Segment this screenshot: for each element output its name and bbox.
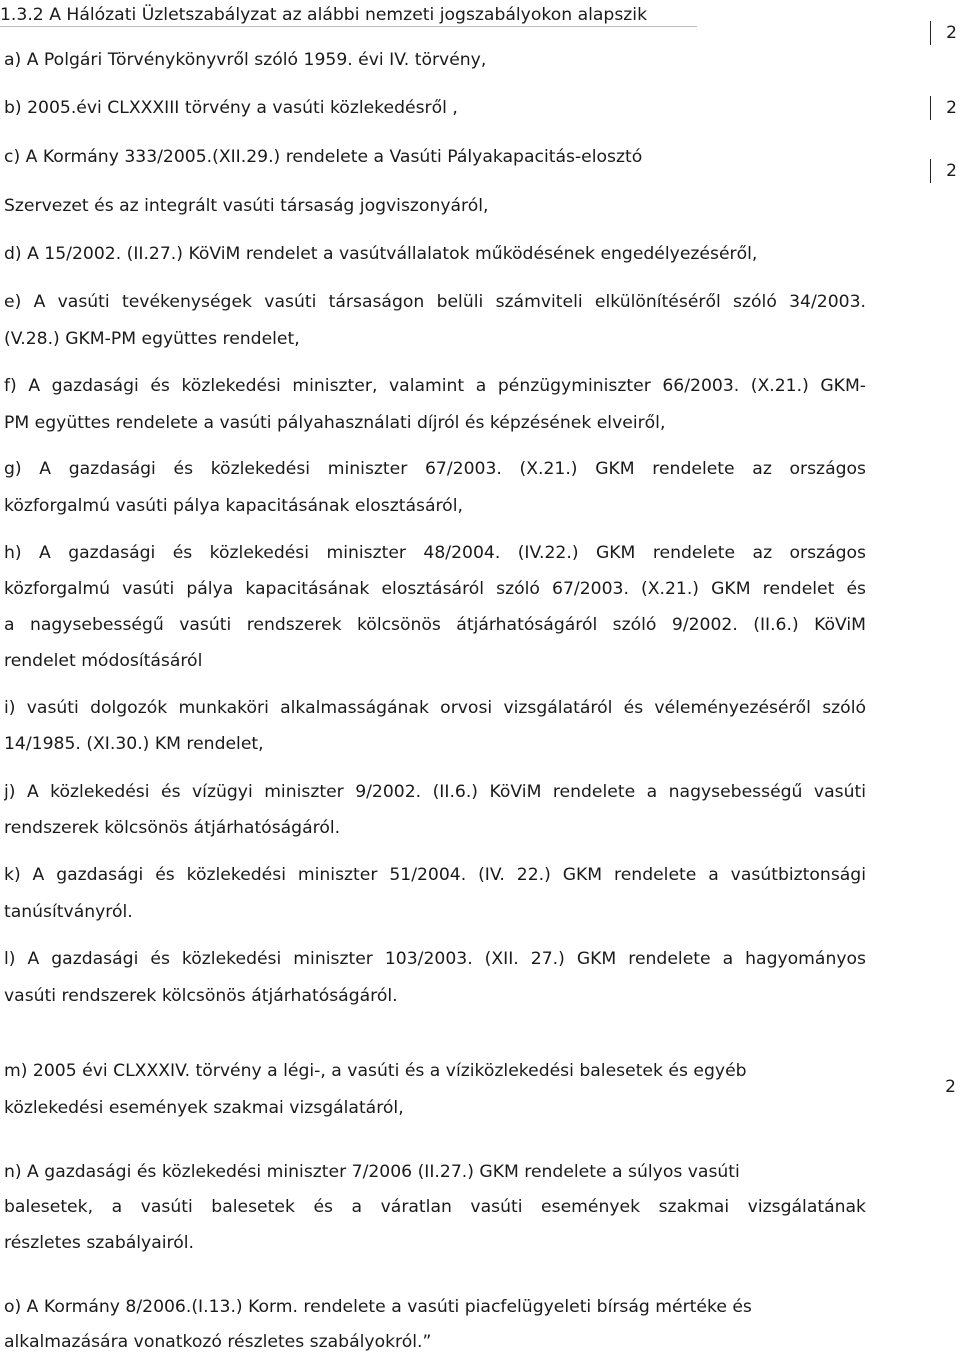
list-item-c-line2: Szervezet és az integrált vasúti társaság jogviszonyáról, (4, 196, 489, 216)
list-item-h-line4: rendelet módosításáról (4, 651, 203, 671)
list-item-b: b) 2005.évi CLXXXIII törvény a vasúti közlekedésről , (4, 98, 458, 118)
margin-marker: 2 (930, 159, 959, 183)
list-item-h-line2: közforgalmú vasúti pálya kapacitásának elosztásáról szóló 67/2003. (X.21.) GKM rendelet és (4, 579, 866, 599)
list-item-k-line1: k) A gazdasági és közlekedési miniszter 51/2004. (IV. 22.) GKM rendelete a vasútbiztonsági (4, 865, 866, 885)
margin-marker: 2 (930, 21, 959, 45)
list-item-e-line1: e) A vasúti tevékenységek vasúti társaságon belüli számviteli elkülönítéséről szóló 34/2003. (4, 292, 866, 312)
list-item-m-line2: közlekedési események szakmai vizsgálatáról, (4, 1098, 404, 1118)
list-item-e-line2: (V.28.) GKM-PM együttes rendelet, (4, 329, 300, 349)
list-item-j-line2: rendszerek kölcsönös átjárhatóságáról. (4, 818, 341, 838)
list-item-d: d) A 15/2002. (II.27.) KöViM rendelet a vasútvállalatok működésének engedélyezéséről, (4, 244, 758, 264)
list-item-f-line1: f) A gazdasági és közlekedési miniszter, valamint a pénzügyminiszter 66/2003. (X.21.) GKM- (4, 376, 866, 396)
list-item-n-line2: balesetek, a vasúti balesetek és a váratlan vasúti események szakmai vizsgálatának (4, 1197, 866, 1217)
list-item-j-line1: j) A közlekedési és vízügyi miniszter 9/2002. (II.6.) KöViM rendelete a nagysebességű vasúti (4, 782, 866, 802)
list-item-a: a) A Polgári Törvénykönyvről szóló 1959. évi IV. törvény, (4, 50, 487, 70)
list-item-g-line2: közforgalmú vasúti pálya kapacitásának elosztásáról, (4, 496, 463, 516)
list-item-n-line3: részletes szabályairól. (4, 1233, 194, 1253)
list-item-c-line1: c) A Kormány 333/2005.(XII.29.) rendelete a Vasúti Pályakapacitás-elosztó (4, 147, 643, 167)
list-item-k-line2: tanúsítványról. (4, 902, 133, 922)
list-item-m-line1: m) 2005 évi CLXXXIV. törvény a légi-, a vasúti és a víziközlekedési balesetek és egyéb (4, 1061, 747, 1081)
list-item-h-line3: a nagysebességű vasúti rendszerek kölcsönös átjárhatóságáról szóló 9/2002. (II.6.) KöViM (4, 615, 866, 635)
list-item-o-line2: alkalmazására vonatkozó részletes szabályokról.” (4, 1332, 432, 1352)
margin-marker: 2 (930, 96, 959, 120)
list-item-g-line1: g) A gazdasági és közlekedési miniszter 67/2003. (X.21.) GKM rendelete az országos (4, 459, 866, 479)
list-item-l-line1: l) A gazdasági és közlekedési miniszter 103/2003. (XII. 27.) GKM rendelete a hagyományos (4, 949, 866, 969)
list-item-i-line2: 14/1985. (XI.30.) KM rendelet, (4, 734, 264, 754)
list-item-i-line1: i) vasúti dolgozók munkaköri alkalmasságának orvosi vizsgálatáról és véleményezéséről szóló (4, 698, 866, 718)
list-item-l-line2: vasúti rendszerek kölcsönös átjárhatóságáról. (4, 986, 398, 1006)
list-item-f-line2: PM együttes rendelete a vasúti pályahasználati díjról és képzésének elveiről, (4, 413, 666, 433)
list-item-h-line1: h) A gazdasági és közlekedési miniszter 48/2004. (IV.22.) GKM rendelete az országos (4, 543, 866, 563)
section-heading: 1.3.2 A Hálózati Üzletszabályzat az alábbi nemzeti jogszabályokon alapszik (0, 4, 697, 27)
list-item-o-line1: o) A Kormány 8/2006.(I.13.) Korm. rendelete a vasúti piacfelügyeleti bírság mértéke és (4, 1297, 752, 1317)
list-item-n-line1: n) A gazdasági és közlekedési miniszter 7/2006 (II.27.) GKM rendelete a súlyos vasúti (4, 1162, 740, 1182)
margin-marker: 2 (945, 1077, 956, 1097)
